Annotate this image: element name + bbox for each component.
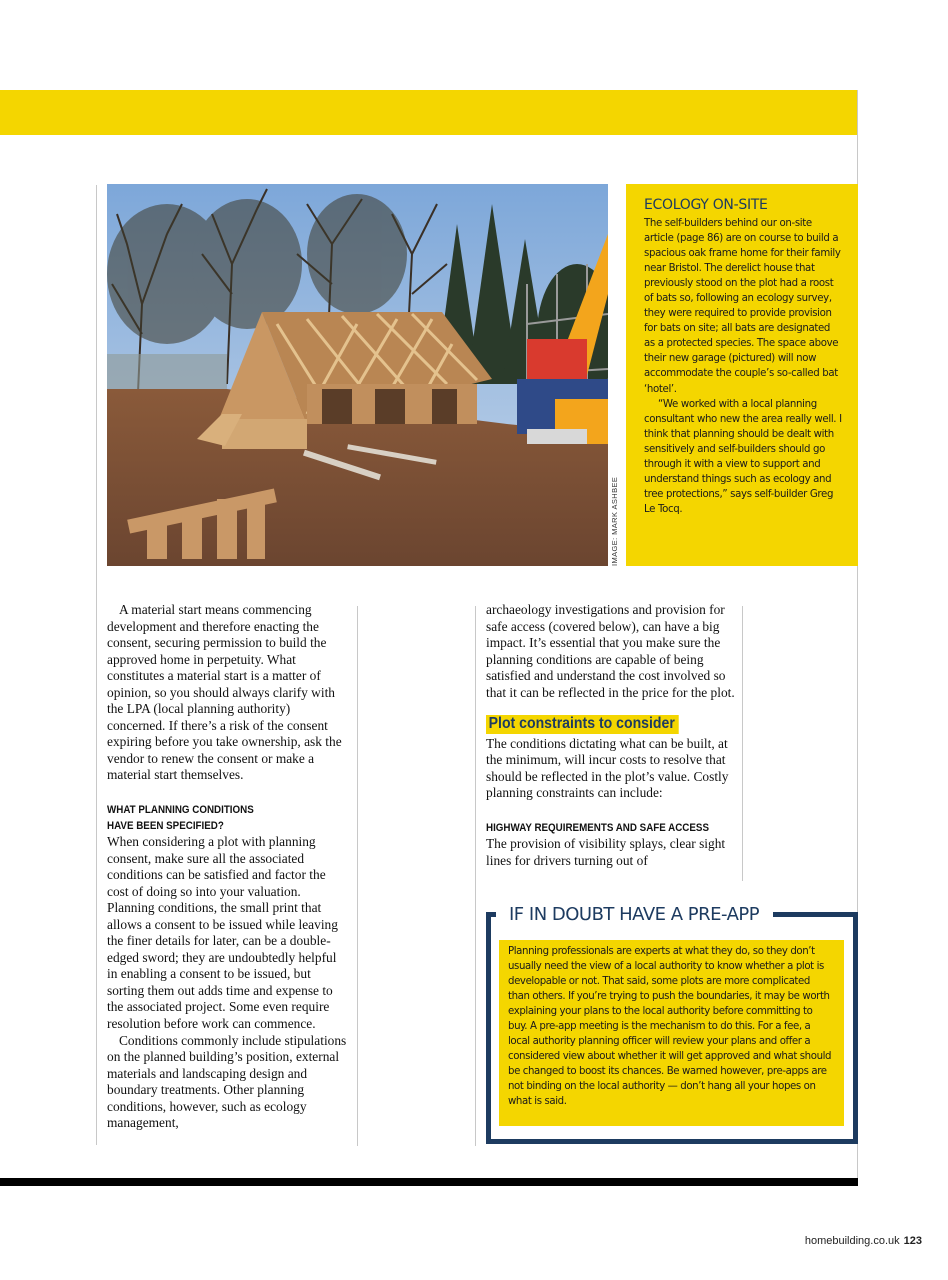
sidebar-quote: “We worked with a local planning consultant who new the area really well. I think that planning should be dealt with sensitively and self-builders should go through it with a view to support and understand things such as ecology and tree protections,” says self-builder Greg Le Tocq. [644, 398, 842, 515]
ecology-sidebar [626, 184, 858, 566]
sidebar-title: ECOLOGY ON-SITE [644, 197, 768, 213]
column-divider [357, 606, 358, 1146]
sidebar-paragraph: The self-builders behind our on-site article (page 86) are on course to build a spacious oak frame home for their family near Bristol. The derelict house that previously stood on the plot had a roost of bats so, following an ecology survey, they were required to provide provision for bats on site; all bats are designated as a protected species. The space above their new garage (pictured) will now accommodate the couple’s so-called bat ‘hotel’. [644, 218, 841, 395]
body-paragraph: A material start means commencing development and therefore enacting the consent, securing permission to build the approved home in perpetuity. What constitutes a material start is a matter of opinion, so you should always clarify with the LPA (local planning authority) concerned. If there’s a risk of the consent expiring before you take ownership, ask the vendor to renew the consent or make a material start themselves. [107, 602, 342, 783]
column-divider [742, 606, 743, 881]
header-yellow-band [0, 90, 858, 135]
subheading-planning-conditions-cont: HAVE BEEN SPECIFIED? [107, 820, 224, 833]
subheading-highway: HIGHWAY REQUIREMENTS AND SAFE ACCESS [486, 822, 709, 835]
preapp-text: Planning professionals are experts at what they do, so they don’t usually need the view of a local authority to know whether a plot is developable or not. That said, some plots are more complicated than others. If you’re trying to push the boundaries, it may be worth explaining your plans to the local authority before committing to buy. A pre-app meeting is the mechanism to do this. For a fee, a local authority planning officer will review your plans and offer a considered view about whether it will get approved and what should be changed to boost its chances. Be warned however, pre-apps are not binding on the local authority — don’t hang all your hopes on what is said. [508, 946, 832, 1108]
preapp-title: IF IN DOUBT HAVE A PRE-APP [509, 904, 760, 925]
footer-black-band [0, 1178, 858, 1186]
body-column-left [107, 602, 347, 1132]
body-paragraph: The provision of visibility splays, clear sight lines for drivers turning out of [486, 836, 726, 868]
page-footer [805, 1235, 922, 1247]
preapp-callout [499, 940, 844, 1126]
page-number: 123 [903, 1235, 922, 1247]
column-divider [475, 606, 476, 1146]
body-paragraph: Conditions commonly include stipulations on the planned building’s position, external materials and landscaping design and boundary treatments. Other planning conditions, however, such as ecology management, [107, 1032, 347, 1131]
body-paragraph: When considering a plot with planning consent, make sure all the associated conditions can be satisfied and factor the cost of doing so into your valuation. Planning conditions, the small print that allows a consent to be issued while leaving the finer details for later, can be a double-edged sword; they are undoubtedly helpful in enabling a consent to be issued, but sorting them out adds time and expense to the associated project. Some even require resolution before work can commence. [107, 834, 338, 1032]
section-heading-plot-constraints: Plot constraints to consider [486, 715, 678, 734]
footer-site: homebuilding.co.uk [804, 1235, 900, 1247]
photo-credit: IMAGE: MARK ASHBEE [610, 476, 619, 566]
body-paragraph: archaeology investigations and provision for safe access (covered below), can have a big impact. It’s essential that you make sure the planning conditions are capable of being satisfied and understand the cost involved so that it can be reflected in the price for the plot. [486, 602, 735, 700]
body-column-right [486, 602, 738, 869]
garage-photo [107, 184, 608, 566]
body-paragraph: The conditions dictating what can be built, at the minimum, will incur costs to resolve that should be reflected in the plot’s value. Costly planning constraints can include: [486, 735, 729, 801]
subheading-planning-conditions: WHAT PLANNING CONDITIONS [107, 804, 254, 817]
page-left-rule [96, 185, 97, 1145]
